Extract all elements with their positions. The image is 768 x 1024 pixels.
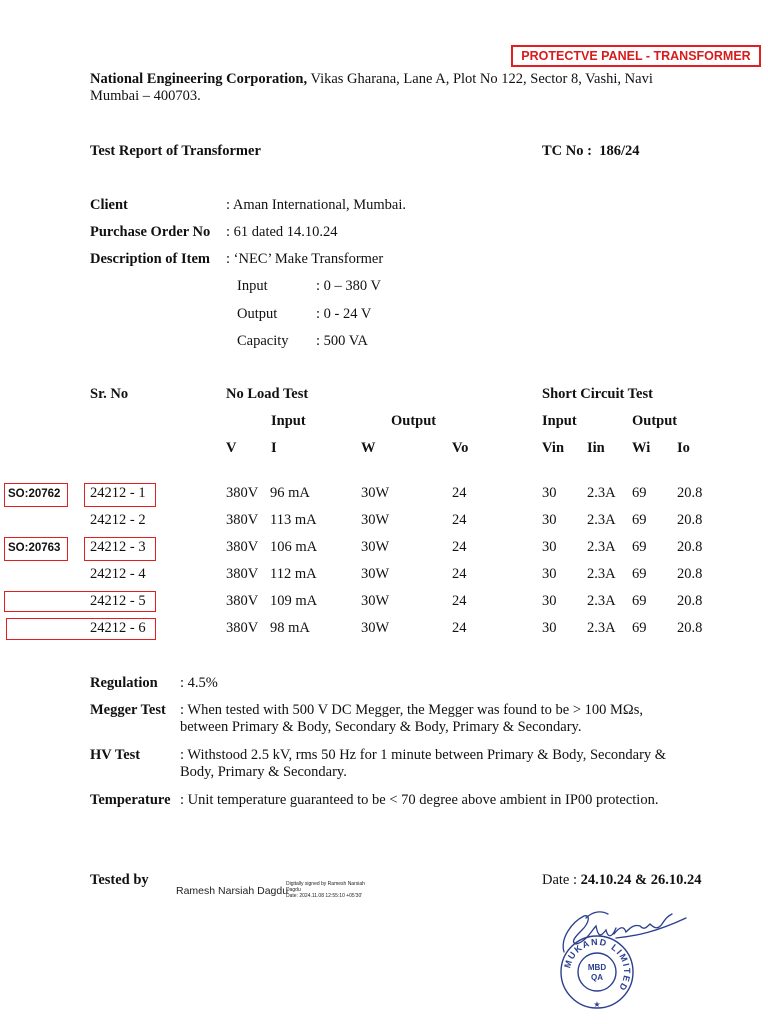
cell-wi: 69	[632, 539, 647, 555]
col-io: Io	[677, 440, 690, 456]
cell-iin: 2.3A	[587, 620, 616, 636]
cell-w: 30W	[361, 539, 390, 555]
cell-i: 109 mA	[270, 593, 318, 609]
cell-vin: 30	[542, 620, 557, 636]
row-highlight-box	[84, 483, 156, 507]
col-vin: Vin	[542, 440, 565, 456]
document-category-tag: PROTECTVE PANEL - TRANSFORMER	[511, 45, 761, 67]
cell-io: 20.8	[677, 566, 703, 582]
cell-vo: 24	[452, 620, 467, 636]
digital-signature-line-2: Dagdu	[286, 887, 301, 893]
cell-io: 20.8	[677, 620, 703, 636]
row-highlight-box	[4, 591, 156, 612]
col-v: V	[226, 440, 237, 456]
cell-vo: 24	[452, 512, 467, 528]
cell-io: 20.8	[677, 593, 703, 609]
po-value: : 61 dated 14.10.24	[226, 224, 338, 240]
cell-sr: 24212 - 5	[90, 593, 146, 609]
header-sc-output: Output	[632, 413, 678, 429]
regulation-value: : 4.5%	[180, 675, 218, 691]
temperature-label: Temperature	[90, 792, 171, 808]
row-highlight-box	[84, 537, 156, 561]
output-value: : 0 - 24 V	[316, 306, 372, 322]
cell-wi: 69	[632, 566, 647, 582]
svg-text:QA: QA	[591, 973, 603, 982]
cell-v: 380V	[226, 593, 259, 609]
cell-iin: 2.3A	[587, 593, 616, 609]
cell-v: 380V	[226, 485, 259, 501]
cell-vin: 30	[542, 593, 557, 609]
capacity-value: : 500 VA	[316, 333, 368, 349]
cell-i: 98 mA	[270, 620, 310, 636]
tc-label: TC No :	[542, 143, 592, 159]
cell-i: 96 mA	[270, 485, 310, 501]
company-name: National Engineering Corporation,	[90, 71, 308, 87]
cell-w: 30W	[361, 566, 390, 582]
digital-signature-line-1: Digitally signed by Ramesh Narsiah	[286, 881, 365, 887]
header-no-load-test: No Load Test	[226, 386, 309, 402]
megger-line-2: between Primary & Body, Secondary & Body, Primary & Secondary.	[180, 719, 582, 735]
col-iin: Iin	[587, 440, 605, 456]
tc-value: 186/24	[599, 143, 640, 159]
cell-i: 112 mA	[270, 566, 317, 582]
client-value: : Aman International, Mumbai.	[226, 197, 407, 213]
digital-signature-block	[286, 881, 365, 899]
date-line	[542, 872, 702, 889]
header-nl-input: Input	[271, 413, 306, 429]
capacity-label: Capacity	[237, 333, 289, 349]
company-block	[90, 71, 653, 105]
cell-iin: 2.3A	[587, 566, 616, 582]
cell-vin: 30	[542, 566, 557, 582]
cell-io: 20.8	[677, 512, 703, 528]
cell-v: 380V	[226, 620, 259, 636]
description-value: : ‘NEC’ Make Transformer	[226, 251, 384, 267]
cell-sr: 24212 - 2	[90, 512, 146, 528]
cell-wi: 69	[632, 512, 647, 528]
cell-vo: 24	[452, 593, 467, 609]
cell-io: 20.8	[677, 485, 703, 501]
date-value: 24.10.24 & 26.10.24	[580, 872, 702, 888]
cell-wi: 69	[632, 485, 647, 501]
so-marker-2: SO:20763	[8, 542, 61, 554]
megger-value	[180, 702, 643, 736]
hv-test-value	[180, 747, 666, 781]
hv-test-label: HV Test	[90, 747, 141, 763]
col-vo: Vo	[452, 440, 469, 456]
cell-vin: 30	[542, 512, 557, 528]
megger-label: Megger Test	[90, 702, 166, 718]
header-sc-input: Input	[542, 413, 577, 429]
regulation-label: Regulation	[90, 675, 158, 691]
hv-line-1: : Withstood 2.5 kV, rms 50 Hz for 1 minute between Primary & Body, Secondary &	[180, 747, 667, 763]
date-label: Date :	[542, 872, 581, 888]
cell-i: 113 mA	[270, 512, 317, 528]
cell-v: 380V	[226, 539, 259, 555]
cell-io: 20.8	[677, 539, 703, 555]
cell-w: 30W	[361, 620, 390, 636]
po-label: Purchase Order No	[90, 224, 211, 240]
cell-w: 30W	[361, 485, 390, 501]
cell-sr: 24212 - 1	[90, 485, 146, 501]
cell-vo: 24	[452, 539, 467, 555]
cell-sr: 24212 - 6	[90, 620, 146, 636]
cell-vin: 30	[542, 539, 557, 555]
hv-line-2: Body, Primary & Secondary.	[180, 764, 347, 780]
header-short-circuit-test: Short Circuit Test	[542, 386, 653, 402]
input-value: : 0 – 380 V	[316, 278, 381, 294]
cell-w: 30W	[361, 512, 390, 528]
input-label: Input	[237, 278, 268, 294]
tc-number	[542, 143, 639, 160]
digital-signature-line-3: Date: 2024.11.08 12:55:10 +05'30'	[286, 893, 363, 899]
cell-sr: 24212 - 4	[90, 566, 146, 582]
description-label: Description of Item	[90, 251, 211, 267]
cell-iin: 2.3A	[587, 485, 616, 501]
report-title: Test Report of Transformer	[90, 143, 261, 159]
cell-v: 380V	[226, 566, 259, 582]
cell-sr: 24212 - 3	[90, 539, 146, 555]
company-stamp	[552, 932, 642, 1012]
cell-iin: 2.3A	[587, 512, 616, 528]
col-wi: Wi	[632, 440, 651, 456]
header-nl-output: Output	[391, 413, 437, 429]
megger-line-1: : When tested with 500 V DC Megger, the Megger was found to be > 100 MΩs,	[180, 702, 643, 718]
output-label: Output	[237, 306, 278, 322]
cell-iin: 2.3A	[587, 539, 616, 555]
client-label: Client	[90, 197, 128, 213]
so-marker-1: SO:20762	[8, 488, 61, 500]
col-i: I	[271, 440, 277, 456]
cell-vin: 30	[542, 485, 557, 501]
svg-text:★: ★	[593, 1000, 601, 1009]
col-w: W	[361, 440, 376, 456]
cell-vo: 24	[452, 566, 467, 582]
company-address-line-1: Vikas Gharana, Lane A, Plot No 122, Sector 8, Vashi, Navi	[307, 71, 653, 87]
header-sr-no: Sr. No	[90, 386, 129, 402]
cell-wi: 69	[632, 620, 647, 636]
tested-by-label: Tested by	[90, 872, 149, 888]
temperature-value: : Unit temperature guaranteed to be < 70 degree above ambient in IP00 protection.	[180, 792, 659, 808]
signer-name: Ramesh Narsiah Dagdu	[176, 885, 289, 897]
svg-text:MUKAND LIMITED: MUKAND LIMITED	[562, 936, 633, 994]
svg-text:MBD: MBD	[587, 963, 607, 972]
cell-w: 30W	[361, 593, 390, 609]
cell-v: 380V	[226, 512, 259, 528]
row-highlight-box	[6, 618, 156, 640]
cell-i: 106 mA	[270, 539, 318, 555]
cell-vo: 24	[452, 485, 467, 501]
company-address-line-2: Mumbai – 400703.	[90, 88, 201, 104]
cell-wi: 69	[632, 593, 647, 609]
